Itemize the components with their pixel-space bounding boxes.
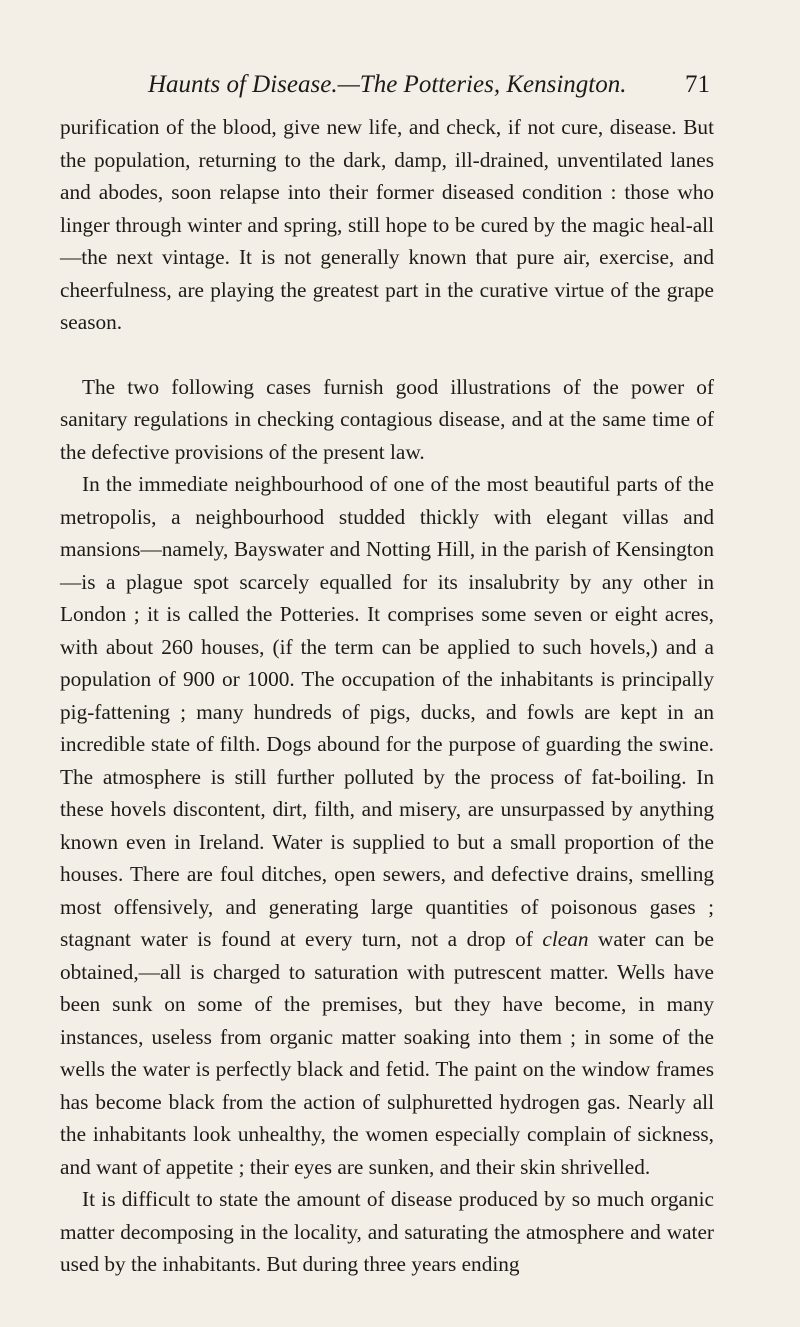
paragraph-potteries (60, 468, 714, 1183)
paragraph-text: purification of the blood, give new life, and check, if not cure, disease. But the population, returning to the dark, damp, ill-drained, unventilated lanes and abodes, soon relapse into their former diseased condition : those who linger through winter and spring, still hope to be cured by the magic heal-all—the next vintage. It is not generally known that pure air, exercise, and cheerfulness, are playing the greatest part in the curative virtue of the grape season. (60, 115, 714, 334)
paragraph-text: The two following cases furnish good illustrations of the power of sanitary regulations in checking contagious disease, and at the same time of the defective provisions of the present law. (60, 374, 714, 464)
emphasis-word: clean (542, 927, 589, 951)
paragraph-two-cases (60, 371, 714, 469)
paragraph-difficult (60, 1183, 714, 1281)
paragraph-text: In the immediate neighbourhood of one of the most beautiful parts of the metropolis, a neighbourhood studded thickly with elegant villas and mansions—namely, Bayswater and Notting Hill, in the parish of Kensington—is a plague spot scarcely equalled for its insalubrity by any other in London ; it is called the Potteries. It comprises some seven or eight acres, with about 260 houses, (if the term can be applied to such hovels,) and a population of 900 or 1000. The occupation of the inhabitants is principally pig-fattening ; many hundreds of pigs, ducks, and fowls are kept in an incredible state of filth. Dogs abound for the purpose of guarding the swine. The atmosphere is still further polluted by the process of fat-boiling. In these hovels discontent, dirt, filth, and misery, are unsurpassed by anything known even in Ireland. Water is supplied to but a small proportion of the houses. There are foul ditches, open sewers, and defective drains, smelling most offensively, and generating large quantities of poisonous gases ; stagnant water is found at every turn, not a drop of (60, 472, 714, 951)
running-title: Haunts of Disease.—The Potteries, Kensington. (148, 71, 627, 98)
paragraph-continued (60, 111, 714, 339)
paragraph-text-continued: water can be obtained,—all is charged to saturation with putrescent matter. Wells have been sunk on some of the premises, but they have become, in many instances, useless from organic matter soaking into them ; in some of the wells the water is perfectly black and fetid. The paint on the window frames has become black from the action of sulphuretted hydrogen gas. Nearly all the inhabitants look unhealthy, the women especially complain of sickness, and want of appetite ; their eyes are sunken, and their skin shrivelled. (60, 927, 715, 1179)
running-head (148, 68, 710, 102)
page-number: 71 (685, 71, 710, 98)
body-text (60, 111, 714, 1281)
paragraph-text: It is difficult to state the amount of disease produced by so much organic matter decomposing in the locality, and saturating the atmosphere and water used by the inhabitants. But during three years ending (60, 1187, 714, 1276)
